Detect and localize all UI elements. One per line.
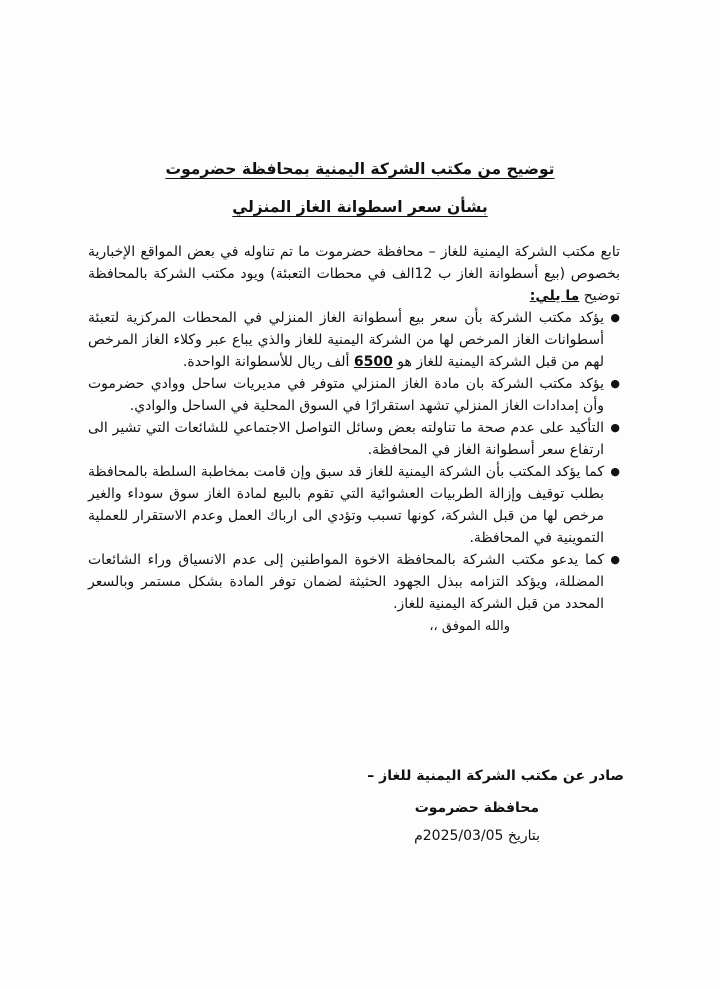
bullet-icon: ●	[610, 465, 620, 478]
list-item	[88, 461, 620, 549]
document-subtitle: بشأن سعر اسطوانة الغاز المنزلي	[232, 198, 488, 216]
bullet-icon: ●	[610, 311, 620, 324]
point-text: يؤكد مكتب الشركة بان مادة الغاز المنزلي متوفر في مديريات ساحل ووادي حضرموت وأن إمدادات الغاز المنزلي تشهد استقرارًا في السوق المحلية في الساحل والوادي.	[88, 376, 604, 414]
bullet-icon: ●	[610, 377, 620, 390]
list-item	[88, 417, 620, 461]
list-item	[88, 307, 620, 373]
bullet-icon: ●	[610, 421, 620, 434]
document-body	[88, 241, 620, 638]
document-title: توضيح من مكتب الشركة اليمنية بمحافظة حضرموت	[165, 160, 555, 178]
point-text-after: ألف ريال للأسطوانة الواحدة.	[182, 354, 354, 370]
price-value: 6500	[353, 354, 393, 370]
point-text: يؤكد مكتب الشركة بأن سعر بيع أسطوانة الغاز المنزلي في المحطات المركزية لتعبئة أسطوانات الغاز المرخص لها من الشركة اليمنية للغاز والذي يباع عبر وكلاء الغاز المرخص لهم من قبل الشركة اليمنية للغاز هو	[88, 310, 604, 370]
points-list	[88, 307, 620, 615]
issue-date: بتاريخ 2025/03/05م	[414, 828, 540, 844]
bullet-icon: ●	[610, 553, 620, 566]
intro-text: تابع مكتب الشركة اليمنية للغاز – محافظة حضرموت ما تم تناوله في بعض المواقع الإخبارية بخصوص (بيع أسطوانة الغاز ب 12الف في محطات التعبئة) ويود مكتب الشركة بالمحافظة توضيح	[88, 244, 620, 304]
closing-line: والله الموفق ،،	[429, 619, 510, 634]
point-text: التأكيد على عدم صحة ما تناولته بعض وسائل التواصل الاجتماعي للشائعات التي تشير الى ارتفاع سعر أسطوانة الغاز في المحافظة.	[88, 420, 604, 458]
list-item	[88, 373, 620, 417]
intro-paragraph	[88, 241, 620, 307]
issuer-line: صادر عن مكتب الشركة اليمنية للغاز –	[367, 768, 624, 784]
governorate-line: محافظة حضرموت	[414, 800, 539, 816]
point-text: كما يدعو مكتب الشركة بالمحافظة الاخوة المواطنين إلى عدم الانسياق وراء الشائعات المضللة، ويؤكد التزامه ببذل الجهود الحثيثة لضمان توفر المادة بشكل مستمر وبالسعر المحدد من قبل الشركة اليمنية للغاز.	[88, 552, 604, 612]
intro-highlight: ما يلي:	[529, 288, 580, 304]
point-text: كما يؤكد المكتب بأن الشركة اليمنية للغاز قد سبق وإن قامت بمخاطبة السلطة بالمحافظة بطلب توقيف وإزالة الطربيات العشوائية التي تقوم بالبيع لمادة الغاز سوق سوداء والغير مرخص لها من قبل الشركة، كونها تسبب وتؤدي الى ارباك العمل وعدم الاستقرار للعملية التموينية في المحافظة.	[88, 464, 604, 546]
list-item	[88, 549, 620, 615]
